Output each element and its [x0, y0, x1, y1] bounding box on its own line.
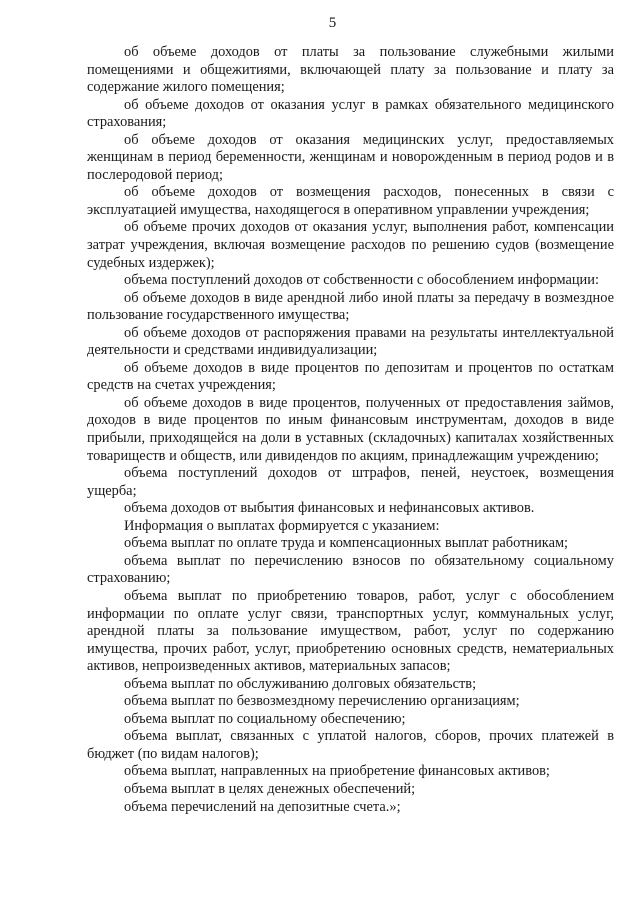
paragraph: объема выплат по безвозмездному перечислению организациям;: [124, 693, 520, 710]
page-number: 5: [328, 15, 337, 31]
paragraph: об объеме доходов в виде процентов, полученных от предоставления займов, доходов в виде процентов по иным финансовым инструментам, доходов в виде прибыли, приходящейся на доли в уставных (складочных) капиталах хозяйственных товариществ и обществ, или дивидендов по акциям, принадлежащим учреждению;: [87, 394, 614, 464]
document-body: [87, 44, 614, 816]
paragraph: объема выплат по социальному обеспечению;: [124, 710, 406, 727]
paragraph: объема поступлений доходов от штрафов, пеней, неустоек, возмещения ущерба;: [87, 465, 614, 499]
paragraph: объема доходов от выбытия финансовых и нефинансовых активов.: [124, 500, 535, 517]
paragraph: об объеме доходов от оказания медицинских услуг, предоставляемых женщинам в период беременности, женщинам и новорожденным в период родов и в послеродовой период;: [87, 131, 614, 183]
paragraph: об объеме доходов от платы за пользование служебными жилыми помещениями и общежитиями, включающей плату за пользование и плату за содержание жилого помещения;: [87, 44, 614, 96]
paragraph: об объеме доходов в виде арендной либо иной платы за передачу в возмездное пользование государственного имущества;: [87, 289, 614, 324]
paragraph: объема выплат по обслуживанию долговых обязательств;: [124, 675, 477, 692]
paragraph: объема выплат по перечислению взносов по обязательному социальному страхованию;: [87, 552, 614, 587]
paragraph: об объеме доходов от возмещения расходов, понесенных в связи с эксплуатацией имущества, находящегося в оперативном управлении учреждения;: [87, 184, 614, 218]
paragraph: об объеме доходов в виде процентов по депозитам и процентов по остаткам средств на счетах учреждения;: [87, 359, 614, 394]
paragraph: объема перечислений на депозитные счета.»;: [124, 798, 401, 815]
paragraph: объема выплат, связанных с уплатой налогов, сборов, прочих платежей в бюджет (по видам налогов);: [87, 728, 614, 762]
paragraph: об объеме доходов от оказания услуг в рамках обязательного медицинского страхования;: [87, 96, 614, 131]
paragraph: об объеме прочих доходов от оказания услуг, выполнения работ, компенсации затрат учреждения, включая возмещение расходов по решению судов (возмещение судебных издержек);: [87, 219, 614, 271]
paragraph: объема выплат в целях денежных обеспечений;: [124, 780, 416, 797]
paragraph: объема поступлений доходов от собственности с обособлением информации:: [124, 272, 599, 289]
paragraph: об объеме доходов от распоряжения правами на результаты интеллектуальной деятельности и средствами индивидуализации;: [87, 324, 614, 359]
paragraph: объема выплат, направленных на приобретение финансовых активов;: [124, 763, 550, 780]
paragraph: Информация о выплатах формируется с указанием:: [124, 517, 440, 534]
paragraph: объема выплат по приобретению товаров, работ, услуг с обособлением информации по оплате услуг связи, транспортных услуг, коммунальных услуг, арендной платы за пользование имуществом, работ, услуг по содержанию имущества, прочих работ, услуг, приобретению основных средств, нематериальных активов, непроизведенных активов, материальных запасов;: [87, 587, 614, 675]
paragraph: объема выплат по оплате труда и компенсационных выплат работникам;: [124, 535, 569, 552]
